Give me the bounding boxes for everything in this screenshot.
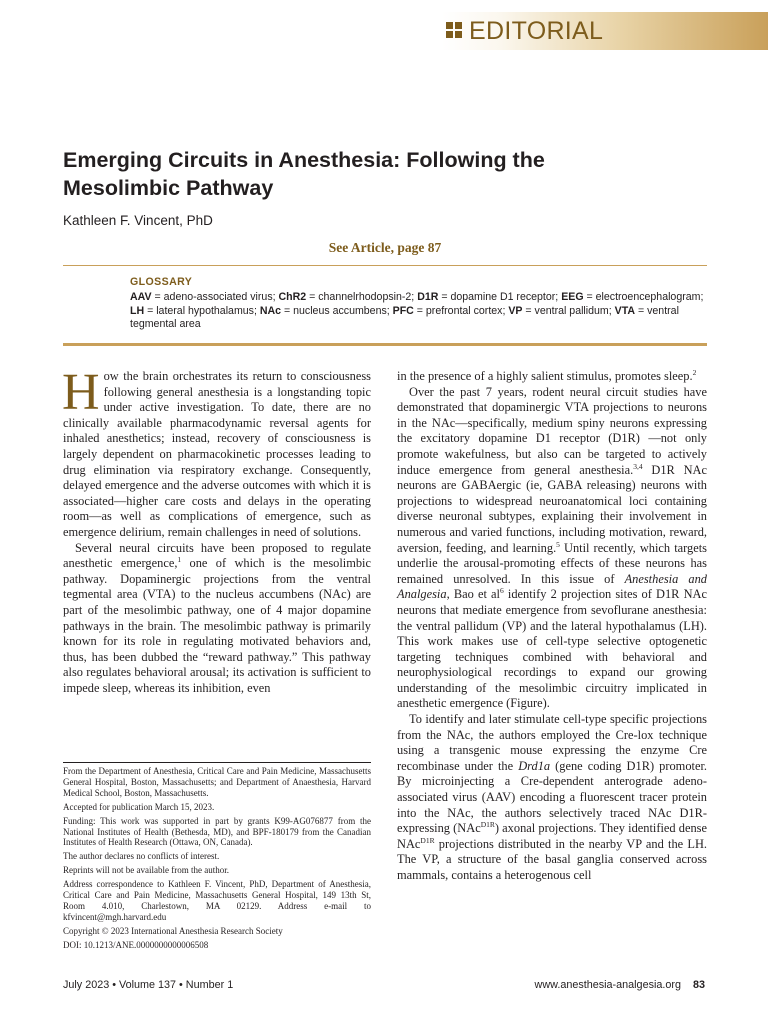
body-paragraph bbox=[63, 541, 371, 697]
glossary-def: = channelrhodopsin-2; bbox=[306, 291, 418, 304]
body-paragraph bbox=[397, 712, 707, 884]
paragraph-text: Several neural circuits have been proposed to regulate anesthetic emergence, bbox=[63, 540, 371, 571]
footnote-divider bbox=[63, 762, 371, 763]
footnotes bbox=[63, 766, 371, 954]
paragraph-text: one of which is the mesolimbic pathway. Dopaminergic projections from the ventral tegmental area (VTA) to the nucleus accumbens (NAc) are part of the mesolimbic pathway, one of 4 major dopamine pathways in the brain. The mesolimbic pathway is primarily known for its role in regulating motivated behaviors and, thus, has been dubbed the “reward pathway.” This pathway also regulates behavioral arousal; its activation is sufficient to impede sleep, whereas its inhibition, even bbox=[63, 556, 371, 695]
four-squares-icon bbox=[446, 22, 462, 38]
glossary-abbr: D1R bbox=[417, 291, 439, 304]
body-column-left bbox=[62, 364, 371, 696]
glossary-abbr: AAV bbox=[130, 291, 152, 304]
glossary-abbr: ChR2 bbox=[278, 291, 307, 304]
glossary-abbr: EEG bbox=[561, 291, 584, 304]
glossary bbox=[130, 276, 708, 331]
see-article-link[interactable]: See Article, page 87 bbox=[63, 240, 707, 266]
page-number: 83 bbox=[692, 979, 705, 991]
footnote-copyright: Copyright © 2023 International Anesthesia Research Society bbox=[63, 925, 283, 936]
footnote-doi[interactable]: DOI: 10.1213/ANE.0000000000006508 bbox=[63, 939, 209, 950]
footnote-reprints: Reprints will not be available from the author. bbox=[63, 865, 229, 876]
footer-website[interactable]: www.anesthesia-analgesia.org bbox=[534, 979, 681, 991]
glossary-def: = nucleus accumbens; bbox=[281, 304, 393, 317]
superscript-label: D1R bbox=[480, 820, 495, 830]
glossary-terms bbox=[130, 291, 708, 331]
body-paragraph bbox=[397, 369, 707, 385]
glossary-def: = lateral hypothalamus; bbox=[144, 304, 260, 317]
footnote-funding: Funding: This work was supported in part by grants K99-AG076877 from the National Institutes of Health (Bethesda, MD), and BPF-180179 from the Canadian Institutes of Health Research (Ottawa, ON, Canada). bbox=[63, 815, 371, 848]
glossary-def: = electroencephalogram; bbox=[583, 291, 704, 304]
paragraph-text: ) axonal projections. They identified dense NAc bbox=[397, 821, 707, 851]
body-paragraph bbox=[62, 364, 371, 541]
glossary-def: = adeno-associated virus; bbox=[151, 291, 279, 304]
reference-marker[interactable]: 1 bbox=[177, 555, 182, 564]
reference-marker[interactable]: 3,4 bbox=[633, 461, 643, 471]
paragraph-text: Until recently, which targets underlie the arousal-promoting effects of these neurons has remained unresolved. In this issue of bbox=[397, 540, 708, 586]
reference-marker[interactable]: 6 bbox=[500, 586, 504, 596]
paragraph-text: , Bao et al bbox=[446, 587, 500, 602]
glossary-def: = dopamine D1 receptor; bbox=[438, 291, 562, 304]
footer-right bbox=[535, 979, 705, 991]
body-paragraph bbox=[397, 385, 707, 712]
paragraph-text: projections distributed in the nearby VP and the LH. The VP, a structure of the basal ganglia conserved across mammals, contains a heterogenous cell bbox=[397, 836, 707, 882]
glossary-abbr: VTA bbox=[614, 304, 636, 317]
footnote-conflicts: The author declares no conflicts of interest. bbox=[63, 851, 220, 862]
reference-marker[interactable]: 5 bbox=[556, 539, 560, 549]
glossary-def: = ventral pallidum; bbox=[522, 304, 615, 317]
paragraph-text: D1R NAc neurons are GABAergic (ie, GABA releasing) neurons with projections to widespread neuroanatomical loci containing diverse neuronal subtypes, explaining their involvement in numerous and varied functions, including motivation, reward, aversion, feeding, and learning. bbox=[397, 462, 707, 555]
author-name: Kathleen F. Vincent, PhD bbox=[63, 213, 213, 228]
paragraph-text: Over the past 7 years, rodent neural circuit studies have demonstrated that dopaminergic VTA projections to neurons in the NAc—specifically, medium spiny neurons expressing the excitatory dopamine D1 receptor (D1R) —not only promote wakefulness, but also can be targeted to actively induce emergence from general anesthesia. bbox=[397, 384, 707, 477]
paragraph-text: To identify and later stimulate cell-type specific projections from the NAc, the authors employed the Cre-lox technique using a transgenic mouse expressing the enzyme Cre recombinase under the bbox=[397, 712, 707, 773]
glossary-abbr: NAc bbox=[259, 304, 282, 317]
glossary-abbr: PFC bbox=[392, 304, 414, 317]
glossary-heading: GLOSSARY bbox=[130, 276, 193, 288]
footnote-affiliation: From the Department of Anesthesia, Critical Care and Pain Medicine, Massachusetts General Hospital, Boston, Massachusetts; and Department of Anaesthesia, Harvard Medical School, Boston, Massachusetts. bbox=[63, 766, 371, 798]
journal-name: Anesthesia and Analgesia bbox=[397, 571, 707, 602]
gene-name: Drd1a bbox=[518, 758, 551, 773]
footer-issue: July 2023 • Volume 137 • Number 1 bbox=[63, 979, 234, 991]
footnote-accepted: Accepted for publication March 15, 2023. bbox=[63, 801, 215, 812]
section-label: EDITORIAL bbox=[469, 17, 604, 45]
superscript-label: D1R bbox=[420, 835, 435, 845]
reference-marker[interactable]: 2 bbox=[692, 367, 697, 377]
section-banner bbox=[442, 12, 768, 50]
glossary-def: = prefrontal cortex; bbox=[413, 304, 509, 317]
paragraph-text: (gene coding D1R) promoter. By microinjecting a Cre-dependent anterograde adeno-associated virus (AAV) encoding a fluorescent tracer protein into the NAc, the authors selectively traced NAc D1R-expressing (NAc bbox=[397, 758, 707, 836]
drop-cap: H bbox=[62, 364, 100, 421]
paragraph-text: in the presence of a highly salient stimulus, promotes sleep. bbox=[397, 369, 693, 383]
article-title: Emerging Circuits in Anesthesia: Following the Mesolimbic Pathway bbox=[63, 148, 545, 200]
paragraph-text: identify 2 projection sites of D1R NAc neurons that mediate emergence from sevoflurane anesthesia: the ventral pallidum (VP) and the lateral hypothalamus (LH). This work makes use of cell-type selective optogenetic targeting techniques combined with behavioral and neurophysiological recordings to expand our growing understanding of the mesolimbic circuitry implicated in anesthetic emergence (Figure). bbox=[397, 587, 708, 711]
glossary-divider bbox=[63, 343, 707, 346]
paragraph-text: ow the brain orchestrates its return to consciousness following general anesthesia is a longstanding topic under active investigation. To date, there are no clinically available pharmacodynamic reversal agents for inhaled anesthetics; instead, recovery of consciousness is largely dependent on pharmacokinetic processes leading to drug elimination via respiratory exchange. Consequently, delayed emergence and the adverse outcomes with which it is associated—higher care costs and delays in the operating room—as well as complications of emergence, such as emergence delirium, remain challenges in need of solutions. bbox=[63, 369, 371, 539]
footnote-correspondence: Address correspondence to Kathleen F. Vincent, PhD, Department of Anesthesia, Critical Care and Pain Medicine, Massachusetts General Hospital, 149 13th St, Room 4.010, Charlestown, MA 02129. Address e-mail to kfvincent@mgh.harvard.edu bbox=[63, 879, 371, 922]
body-column-right bbox=[397, 369, 707, 884]
glossary-def: = ventral tegmental area bbox=[130, 304, 679, 330]
glossary-abbr: LH bbox=[130, 304, 145, 317]
glossary-abbr: VP bbox=[508, 304, 523, 317]
